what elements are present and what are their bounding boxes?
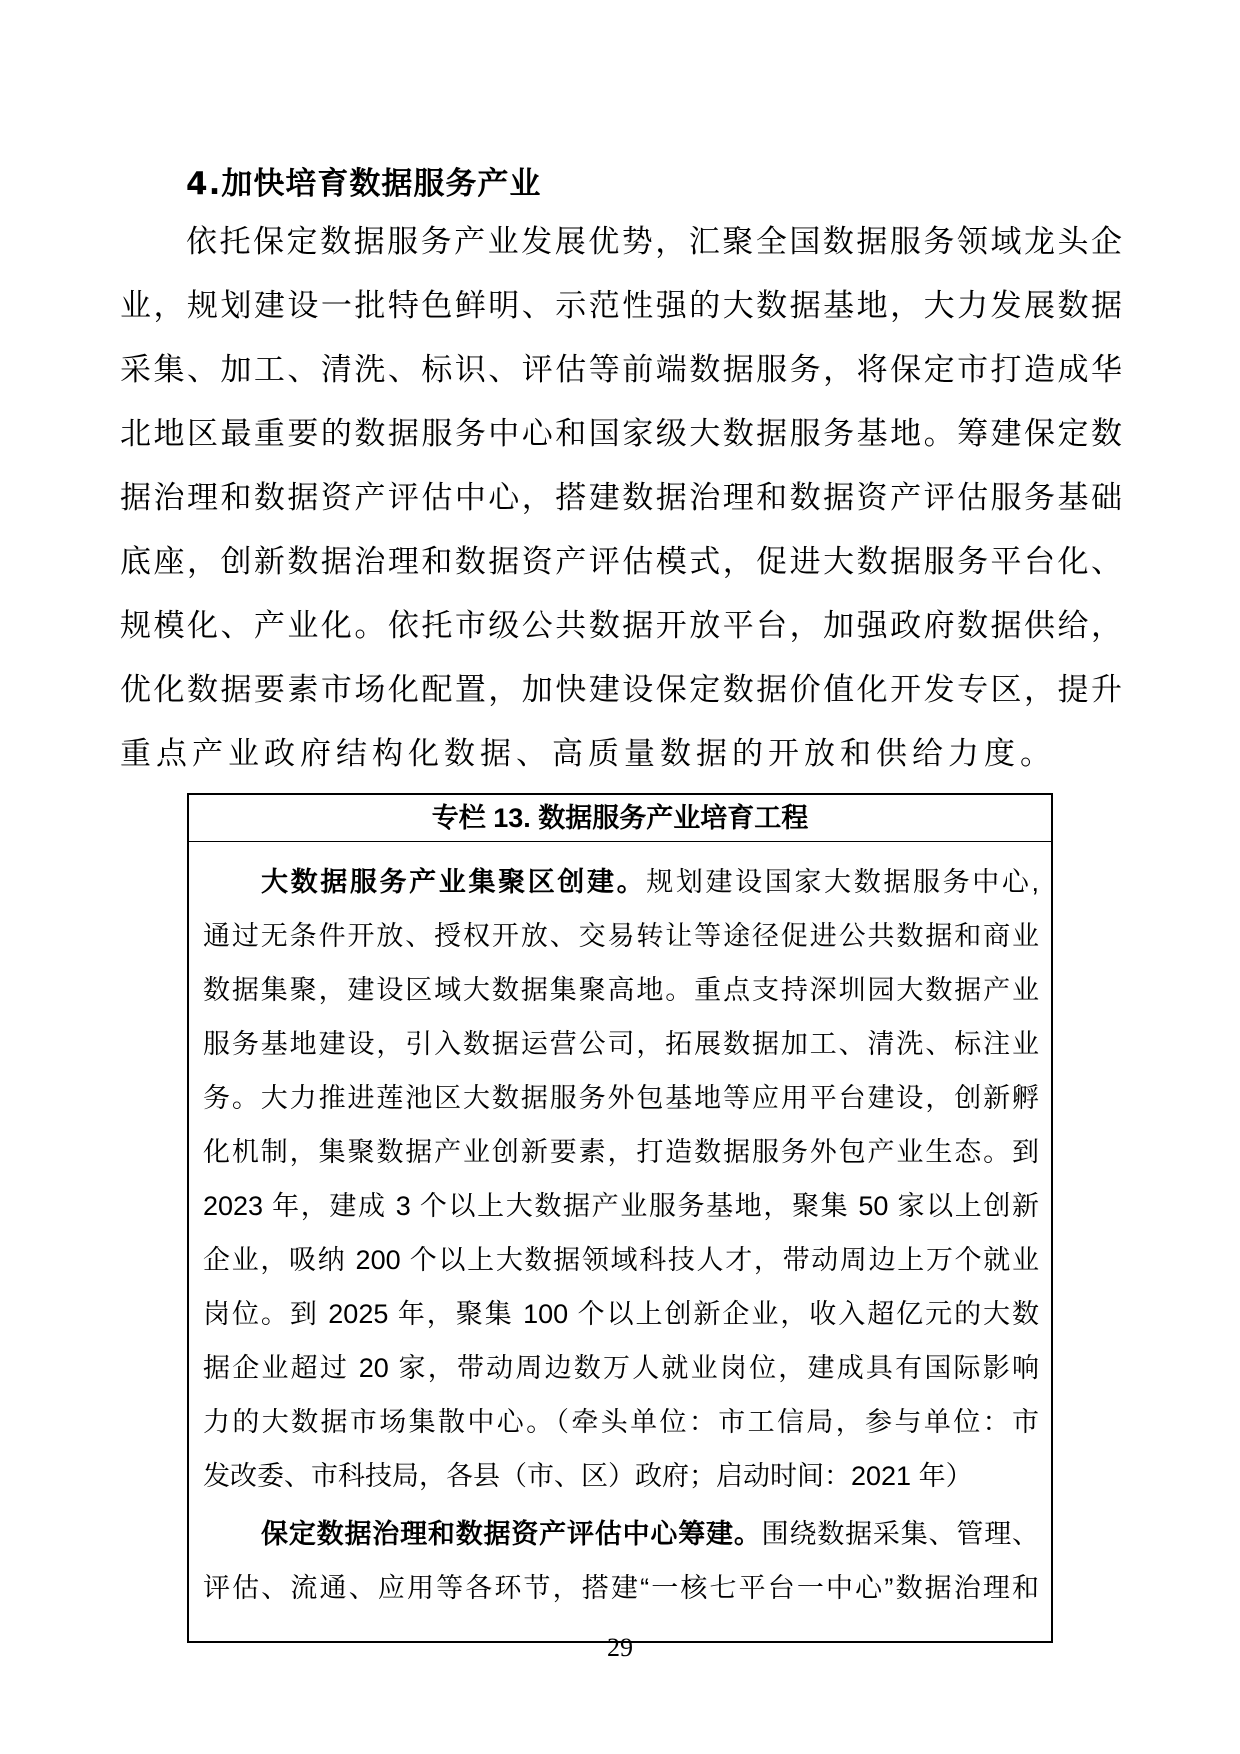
box-item-lead-line [261, 855, 1039, 909]
box-line: 据企业超过 20 家，带动周边数万人就业岗位，建成具有国际影响 [203, 1353, 1039, 1383]
feature-box [187, 793, 1053, 1643]
box-line: 企业，吸纳 200 个以上大数据领域科技人才，带动周边上万个就业 [203, 1245, 1039, 1275]
box-title: 专栏 13. 数据服务产业培育工程 [189, 795, 1051, 842]
paragraph-line: 据治理和数据资产评估中心，搭建数据治理和数据资产评估服务基础 [120, 480, 1122, 516]
box-line: 发改委、市科技局，各县（市、区）政府；启动时间：2021 年） [203, 1461, 973, 1491]
box-line: 务。大力推进莲池区大数据服务外包基地等应用平台建设，创新孵 [203, 1083, 1039, 1113]
box-item-bold-title: 大数据服务产业集聚区创建。 [261, 867, 647, 897]
box-item-bold-title: 保定数据治理和数据资产评估中心筹建。 [261, 1519, 762, 1549]
paragraph-line: 底座，创新数据治理和数据资产评估模式，促进大数据服务平台化、 [120, 544, 1122, 580]
paragraph-line: 依托保定数据服务产业发展优势，汇聚全国数据服务领域龙头企 [186, 224, 1122, 260]
box-item-lead-line [261, 1507, 1039, 1561]
box-line: 岗位。到 2025 年，聚集 100 个以上创新企业，收入超亿元的大数 [203, 1299, 1039, 1329]
paragraph-line: 采集、加工、清洗、标识、评估等前端数据服务，将保定市打造成华 [120, 352, 1122, 388]
box-item-text: 围绕数据采集、管理、 [761, 1519, 1040, 1549]
box-line: 通过无条件开放、授权开放、交易转让等途径促进公共数据和商业 [203, 921, 1039, 951]
box-line: 2023 年，建成 3 个以上大数据产业服务基地，聚集 50 家以上创新 [203, 1191, 1039, 1221]
box-item-text: 规划建设国家大数据服务中心, [646, 867, 1039, 897]
box-line: 化机制，集聚数据产业创新要素，打造数据服务外包产业生态。到 [203, 1137, 1039, 1167]
box-line: 力的大数据市场集散中心。（牵头单位：市工信局，参与单位：市 [203, 1407, 1039, 1437]
section-heading: 4.加快培育数据服务产业 [186, 166, 542, 202]
box-line: 服务基地建设，引入数据运营公司，拓展数据加工、清洗、标注业 [203, 1029, 1039, 1059]
box-line: 数据集聚，建设区域大数据集聚高地。重点支持深圳园大数据产业 [203, 975, 1039, 1005]
box-line: 评估、流通、应用等各环节，搭建“一核七平台一中心”数据治理和 [203, 1573, 1039, 1603]
paragraph-line: 优化数据要素市场化配置，加快建设保定数据价值化开发专区，提升 [120, 672, 1122, 708]
paragraph-line: 规模化、产业化。依托市级公共数据开放平台，加强政府数据供给， [120, 608, 1122, 644]
paragraph-line: 重点产业政府结构化数据、高质量数据的开放和供给力度。 [120, 736, 1056, 772]
page-number: 29 [607, 1633, 633, 1662]
paragraph-line: 业，规划建设一批特色鲜明、示范性强的大数据基地，大力发展数据 [120, 288, 1122, 324]
paragraph-line: 北地区最重要的数据服务中心和国家级大数据服务基地。筹建保定数 [120, 416, 1122, 452]
